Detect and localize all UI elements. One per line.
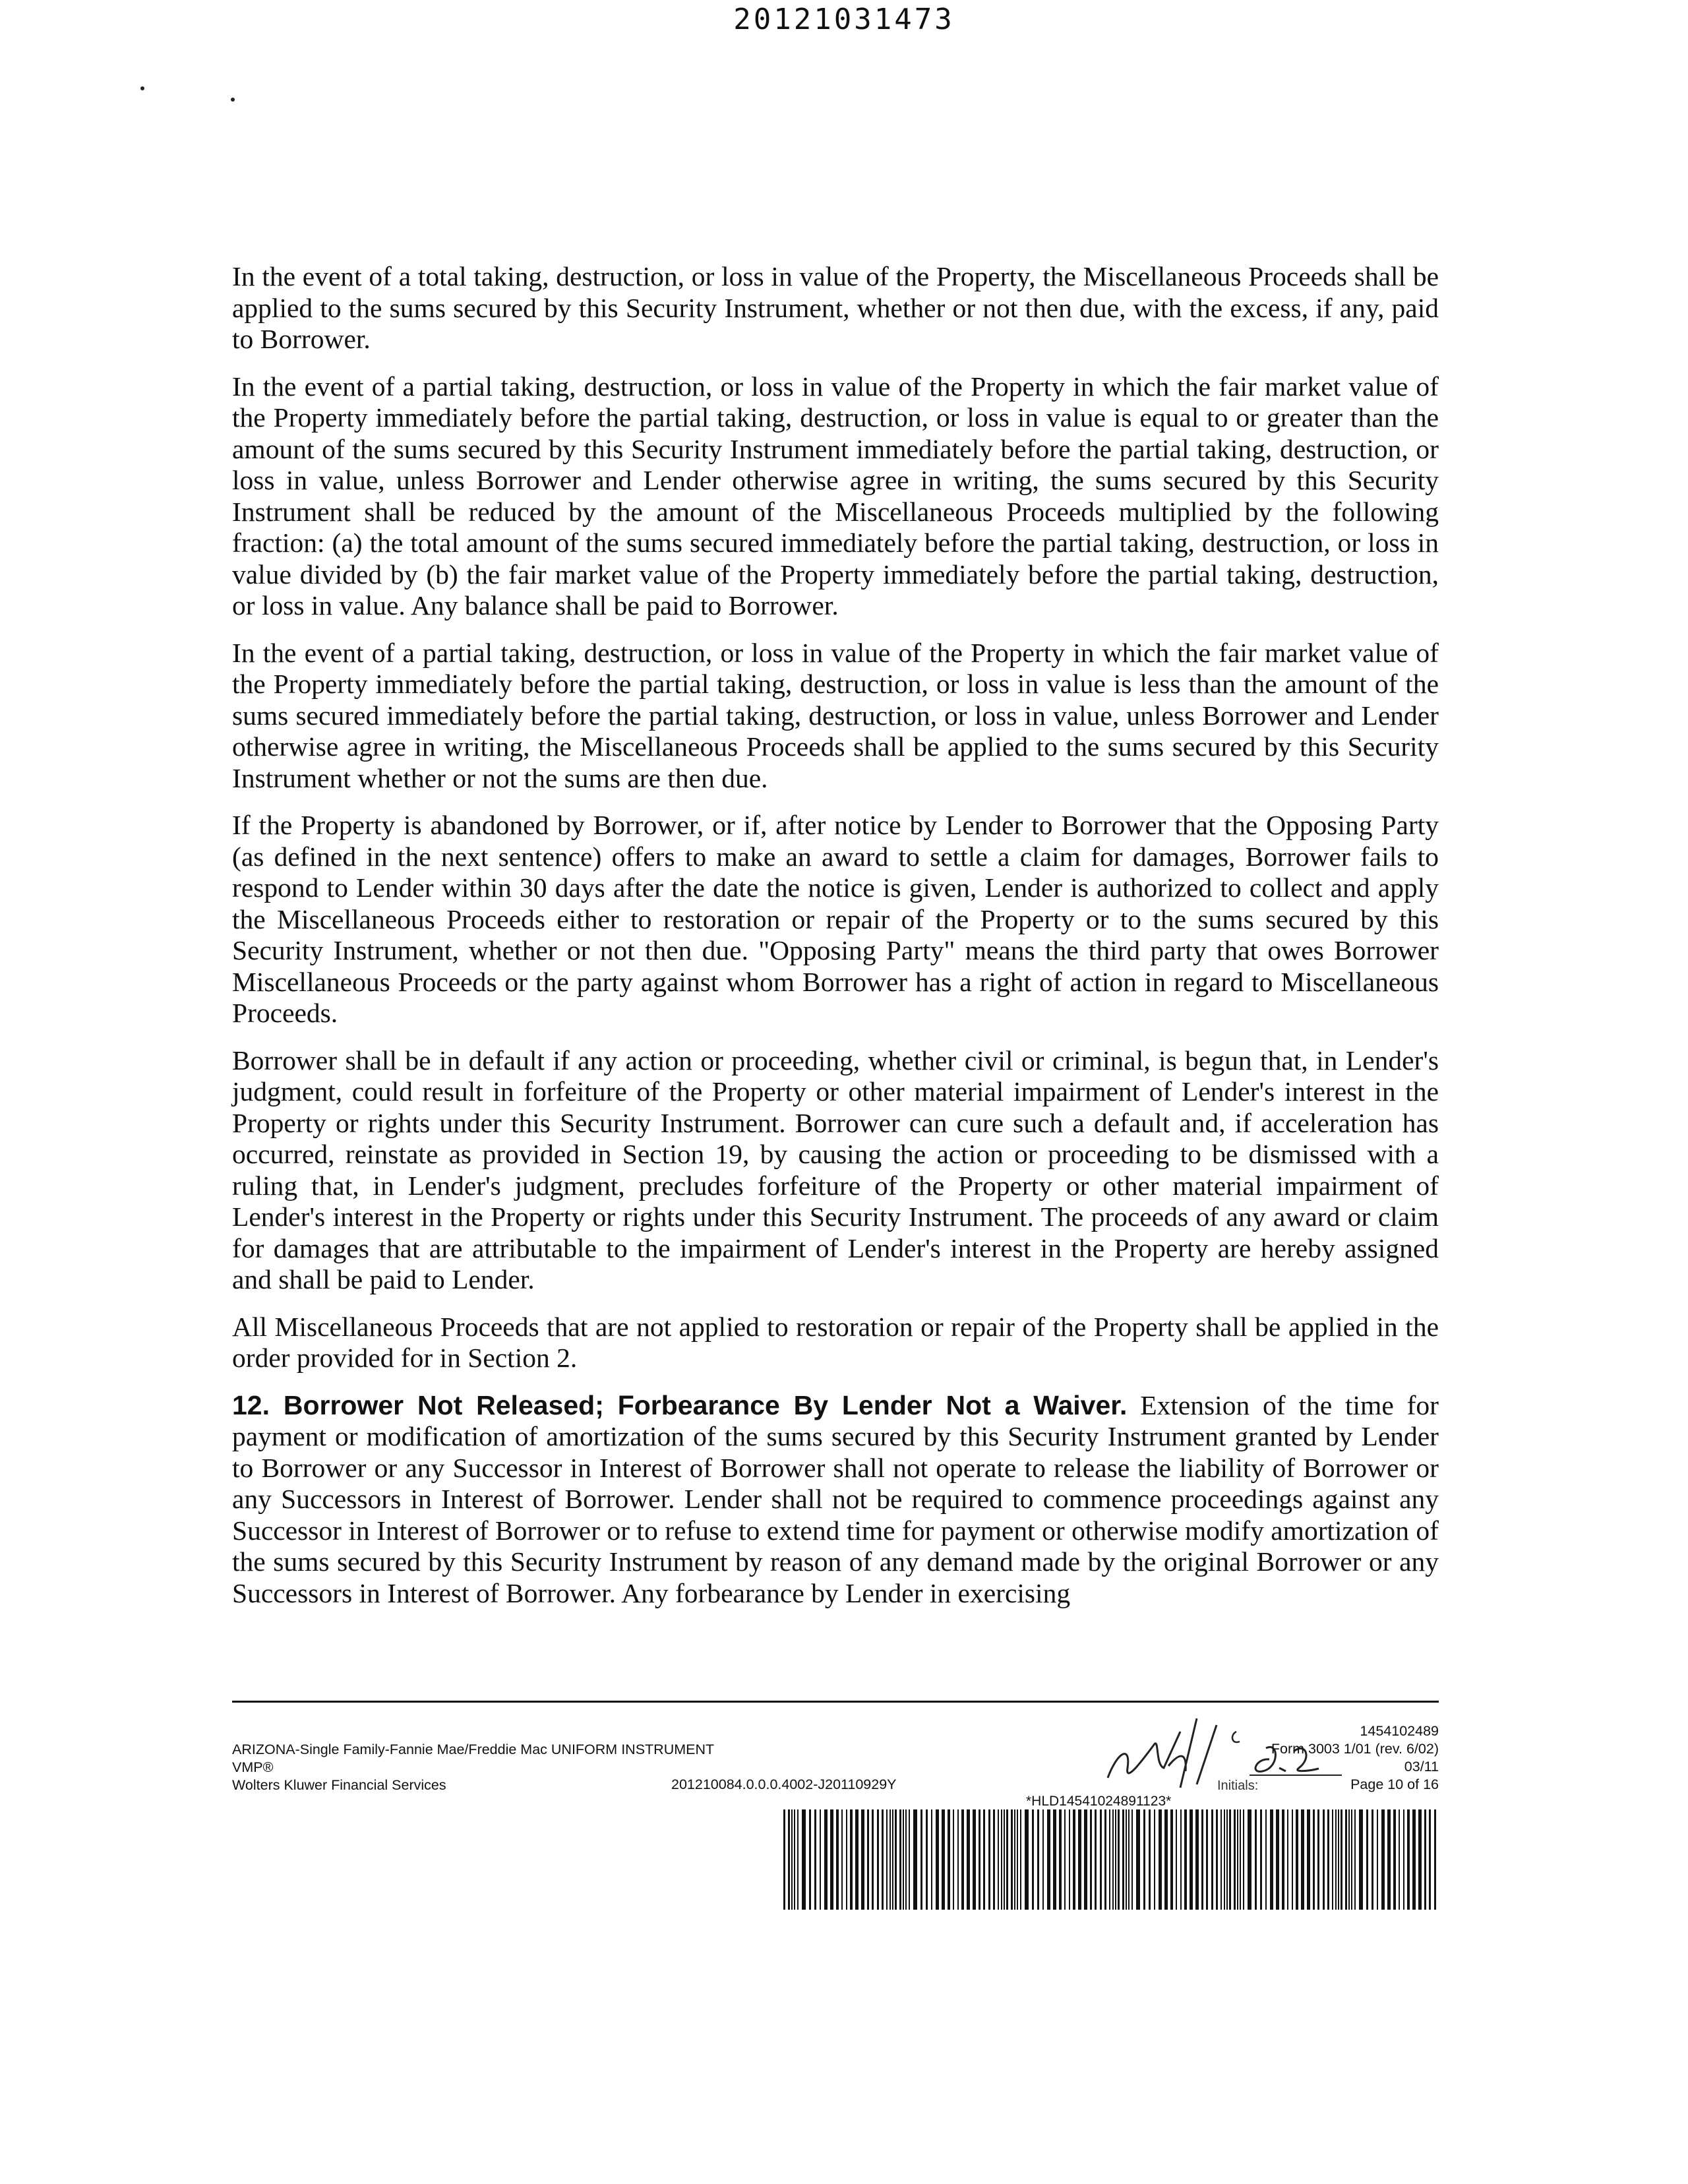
barcode-bar <box>988 1809 990 1910</box>
instrument-title: ARIZONA-Single Family-Fannie Mae/Freddie Mac UNIFORM INSTRUMENT <box>232 1742 715 1757</box>
paragraph-default: Borrower shall be in default if any action or proceeding, whether civil or criminal, is begun that, in Lender's judgment, could result in forfeiture of the Property or other material impairment of Lender's interest in the Property or rights under this Security Instrument. Borrower can cure such a default and, if acceleration has occurred, reinstate as provided in Section 19, by causing the action or proceeding to be dismissed with a ruling that, in Lender's judgment, precludes forfeiture of the Property or other material impairment of Lender's interest in the Property or rights under this Security Instrument. The proceeds of any award or claim for damages that are attributable to the impairment of Lender's interest in the Property are hereby assigned and shall be paid to Lender. <box>232 1045 1439 1294</box>
barcode-bar <box>1006 1809 1008 1910</box>
document-body <box>232 261 1439 1625</box>
barcode-bar <box>846 1809 847 1910</box>
barcode-bar <box>1136 1809 1140 1910</box>
barcode-bar <box>1011 1809 1013 1910</box>
barcode-bar <box>1270 1809 1273 1910</box>
footer-divider <box>232 1701 1439 1703</box>
barcode-bar <box>1112 1809 1114 1910</box>
barcode-bar <box>1351 1809 1352 1910</box>
barcode-bar <box>1255 1809 1257 1910</box>
barcode-bar <box>1307 1809 1310 1910</box>
barcode-bar <box>1180 1809 1182 1910</box>
barcode-bar <box>1229 1809 1231 1910</box>
barcode-bar <box>979 1809 980 1910</box>
barcode-bar <box>1243 1809 1244 1910</box>
barcode-bar <box>836 1809 839 1910</box>
barcode-bar <box>1381 1809 1385 1910</box>
barcode-bar <box>1265 1809 1267 1910</box>
barcode-bar <box>1170 1809 1173 1910</box>
barcode-bar <box>1412 1809 1416 1910</box>
barcode-bar <box>1059 1809 1062 1910</box>
barcode-bar <box>882 1809 884 1910</box>
barcode-bar <box>1276 1809 1279 1910</box>
barcode-bar <box>1372 1809 1373 1910</box>
section-12-heading: 12. Borrower Not Released; Forbearance By Lender Not a Waiver. <box>232 1389 1128 1420</box>
barcode-bar <box>961 1809 964 1910</box>
barcode-bar <box>1143 1809 1145 1910</box>
barcode-bar <box>1069 1809 1070 1910</box>
barcode-bar <box>1017 1809 1018 1910</box>
barcode-bar <box>1211 1809 1213 1910</box>
barcode-bar <box>1118 1809 1120 1910</box>
barcode-bar <box>788 1809 790 1910</box>
barcode-bar <box>889 1809 891 1910</box>
barcode-bar <box>1418 1809 1422 1910</box>
section-12-text: Extension of the time for payment or modification of amortization of the sums secured by this Security Instrument granted by Lender to Borrower or any Successor in Interest of Borrower shall not operate to release the liability of Borrower or any Successors in Interest of Borrower. Lender shall not be required to commence proceedings against any Successor in Interest of Borrower or to refuse to extend time for payment or otherwise modify amortization of the sums secured by this Security Instrument by reason of any demand made by the original Borrower or any Successors in Interest of Borrower. Any forbearance by Lender in exercising <box>232 1389 1439 1608</box>
barcode-bar <box>998 1809 999 1910</box>
barcode-bar <box>942 1809 945 1910</box>
barcode-bar <box>1224 1809 1225 1910</box>
barcode-bar <box>1025 1809 1029 1910</box>
barcode-bar <box>877 1809 879 1910</box>
barcode-bar <box>1387 1809 1391 1910</box>
barcode-bar <box>1201 1809 1203 1910</box>
barcode-bar <box>1164 1809 1168 1910</box>
barcode-bar <box>1221 1809 1222 1910</box>
barcode-bar <box>1434 1809 1436 1910</box>
barcode-bar <box>1366 1809 1368 1910</box>
barcode <box>783 1809 1439 1910</box>
barcode-bar <box>1393 1809 1396 1910</box>
barcode-bar <box>783 1809 785 1910</box>
section-12 <box>232 1390 1439 1610</box>
barcode-bar <box>814 1809 816 1910</box>
barcode-bar <box>1037 1809 1039 1910</box>
barcode-bar <box>1335 1809 1337 1910</box>
document-number: 20121031473 <box>733 3 955 36</box>
barcode-bar <box>1206 1809 1208 1910</box>
paragraph-partial-taking-less: In the event of a partial taking, destruction, or loss in value of the Property in which the fair market value of the Property immediately before the partial taking, destruction, or loss in value is less than the amount of the sums secured immediately before the partial taking, destruction, or loss in value, unless Borrower and Lender otherwise agree in writing, the Miscellaneous Proceeds shall be applied to the sums secured by this Security Instrument whether or not the sums are then due. <box>232 637 1439 793</box>
barcode-bar <box>1064 1809 1066 1910</box>
scan-speck <box>140 86 144 90</box>
barcode-bar <box>1338 1809 1339 1910</box>
paragraph-application: All Miscellaneous Proceeds that are not applied to restoration or repair of the Property shall be applied in the order provided for in Section 2. <box>232 1311 1439 1373</box>
barcode-bar <box>886 1809 888 1910</box>
barcode-bar <box>1184 1809 1187 1910</box>
barcode-bar <box>1424 1809 1426 1910</box>
barcode-bar <box>1154 1809 1155 1910</box>
barcode-bar <box>1359 1809 1363 1910</box>
barcode-bar <box>1429 1809 1431 1910</box>
barcode-bar <box>1332 1809 1333 1910</box>
barcode-bar <box>1341 1809 1342 1910</box>
barcode-bar <box>909 1809 910 1910</box>
barcode-bar <box>1399 1809 1400 1910</box>
barcode-bar <box>1292 1809 1293 1910</box>
barcode-bar <box>1084 1809 1087 1910</box>
barcode-bar <box>1248 1809 1251 1910</box>
barcode-bar <box>809 1809 811 1910</box>
page-number: Page 10 of 16 <box>1350 1776 1439 1792</box>
barcode-bar <box>1073 1809 1075 1910</box>
barcode-bar <box>802 1809 806 1910</box>
form-date: 03/11 <box>1404 1759 1439 1774</box>
initials-label: Initials: <box>1217 1778 1259 1793</box>
barcode-bar <box>953 1809 954 1910</box>
barcode-bar <box>1407 1809 1410 1910</box>
barcode-bar <box>1176 1809 1177 1910</box>
barcode-bar <box>872 1809 874 1910</box>
barcode-bar <box>1301 1809 1304 1910</box>
barcode-bar <box>1115 1809 1116 1910</box>
barcode-bar <box>1095 1809 1097 1910</box>
barcode-bar <box>1195 1809 1199 1910</box>
barcode-bar <box>797 1809 799 1910</box>
barcode-bar <box>1159 1809 1162 1910</box>
barcode-bar <box>973 1809 976 1910</box>
barcode-bar <box>1327 1809 1329 1910</box>
publisher-name: Wolters Kluwer Financial Services <box>232 1777 446 1793</box>
barcode-bar <box>850 1809 853 1910</box>
barcode-bar <box>1100 1809 1102 1910</box>
barcode-bar <box>1323 1809 1325 1910</box>
barcode-bar <box>1234 1809 1236 1910</box>
barcode-bar <box>1078 1809 1081 1910</box>
vmp-label: VMP® <box>232 1759 274 1775</box>
barcode-bar <box>1004 1809 1005 1910</box>
barcode-bar <box>1032 1809 1034 1910</box>
barcode-bar <box>936 1809 939 1910</box>
barcode-bar <box>1317 1809 1319 1910</box>
barcode-bar <box>1090 1809 1092 1910</box>
barcode-bar <box>1216 1809 1218 1910</box>
barcode-bar <box>905 1809 907 1910</box>
barcode-bar <box>957 1809 959 1910</box>
paragraph-total-taking: In the event of a total taking, destruction, or loss in value of the Property, the Miscellaneous Proceeds shall be applied to the sums secured by this Security Instrument, whether or not then due, with the excess, if any, paid to Borrower. <box>232 261 1439 354</box>
barcode-bar <box>1126 1809 1127 1910</box>
barcode-bar <box>830 1809 833 1910</box>
barcode-bar <box>1313 1809 1315 1910</box>
barcode-bar <box>948 1809 950 1910</box>
barcode-bar <box>895 1809 897 1910</box>
barcode-bar <box>899 1809 901 1910</box>
barcode-bar <box>867 1809 869 1910</box>
barcode-bar <box>1047 1809 1050 1910</box>
barcode-bar <box>1354 1809 1356 1910</box>
form-code: 201210084.0.0.0.4002-J20110929Y <box>671 1776 897 1792</box>
barcode-bar <box>794 1809 795 1910</box>
barcode-bar <box>1237 1809 1238 1910</box>
barcode-bar <box>1377 1809 1378 1910</box>
barcode-bar <box>1053 1809 1056 1910</box>
barcode-bar <box>1128 1809 1130 1910</box>
barcode-bar <box>903 1809 904 1910</box>
barcode-bar <box>1226 1809 1228 1910</box>
barcode-bar <box>983 1809 985 1910</box>
barcode-bar <box>967 1809 970 1910</box>
barcode-bar <box>1104 1809 1106 1910</box>
barcode-bar <box>1260 1809 1262 1910</box>
barcode-bar <box>926 1809 928 1910</box>
barcode-bar <box>1287 1809 1288 1910</box>
form-number: Form 3003 1/01 (rev. 6/02) <box>1271 1741 1439 1757</box>
barcode-bar <box>1282 1809 1284 1910</box>
barcode-bar <box>855 1809 859 1910</box>
barcode-bar <box>1190 1809 1193 1910</box>
barcode-bar <box>861 1809 864 1910</box>
barcode-bar <box>824 1809 828 1910</box>
barcode-bar <box>1001 1809 1002 1910</box>
barcode-bar <box>931 1809 932 1910</box>
barcode-bar <box>892 1809 893 1910</box>
barcode-bar <box>920 1809 922 1910</box>
paragraph-abandonment: If the Property is abandoned by Borrower, or if, after notice by Lender to Borrower that the Opposing Party (as defined in the next sentence) offers to make an award to settle a claim for damages, Borrower fails to respond to Lender within 30 days after the date the notice is given, Lender is authorized to collect and apply the Miscellaneous Proceeds either to restoration or repair of the Property or to the sums secured by this Security Instrument, whether or not then due. "Opposing Party" means the third party that owes Borrower Miscellaneous Proceeds or the party against whom Borrower has a right of action in regard to Miscellaneous Proceeds. <box>232 810 1439 1028</box>
barcode-bar <box>913 1809 917 1910</box>
barcode-bar <box>1014 1809 1015 1910</box>
barcode-bar <box>1149 1809 1151 1910</box>
barcode-bar <box>1296 1809 1298 1910</box>
barcode-bar <box>820 1809 821 1910</box>
barcode-bar <box>1042 1809 1044 1910</box>
barcode-bar <box>1020 1809 1021 1910</box>
barcode-bar <box>1240 1809 1241 1910</box>
scan-speck <box>231 98 235 102</box>
barcode-bar <box>841 1809 843 1910</box>
barcode-bar <box>1131 1809 1133 1910</box>
barcode-bar <box>993 1809 995 1910</box>
loan-number: 1454102489 <box>1360 1723 1439 1739</box>
barcode-bar <box>791 1809 793 1910</box>
barcode-bar <box>1348 1809 1350 1910</box>
barcode-bar <box>1345 1809 1347 1910</box>
barcode-bar <box>1109 1809 1110 1910</box>
footer-right <box>1220 1722 1439 1794</box>
barcode-bar <box>1122 1809 1124 1910</box>
barcode-text: *HLD14541024891123* <box>1026 1794 1172 1809</box>
paragraph-partial-taking-greater: In the event of a partial taking, destruction, or loss in value of the Property in which the fair market value of the Property immediately before the partial taking, destruction, or loss in value is equal to or greater than the amount of the sums secured by this Security Instrument immediately before the partial taking, destruction, or loss in value, unless Borrower and Lender otherwise agree in writing, the sums secured by this Security Instrument shall be reduced by the amount of the Miscellaneous Proceeds multiplied by the following fraction: (a) the total amount of the sums secured immediately before the partial taking, destruction, or loss in value divided by (b) the fair market value of the Property immediately before the partial taking, destruction, or loss in value. Any balance shall be paid to Borrower. <box>232 371 1439 621</box>
barcode-bar <box>1403 1809 1404 1910</box>
